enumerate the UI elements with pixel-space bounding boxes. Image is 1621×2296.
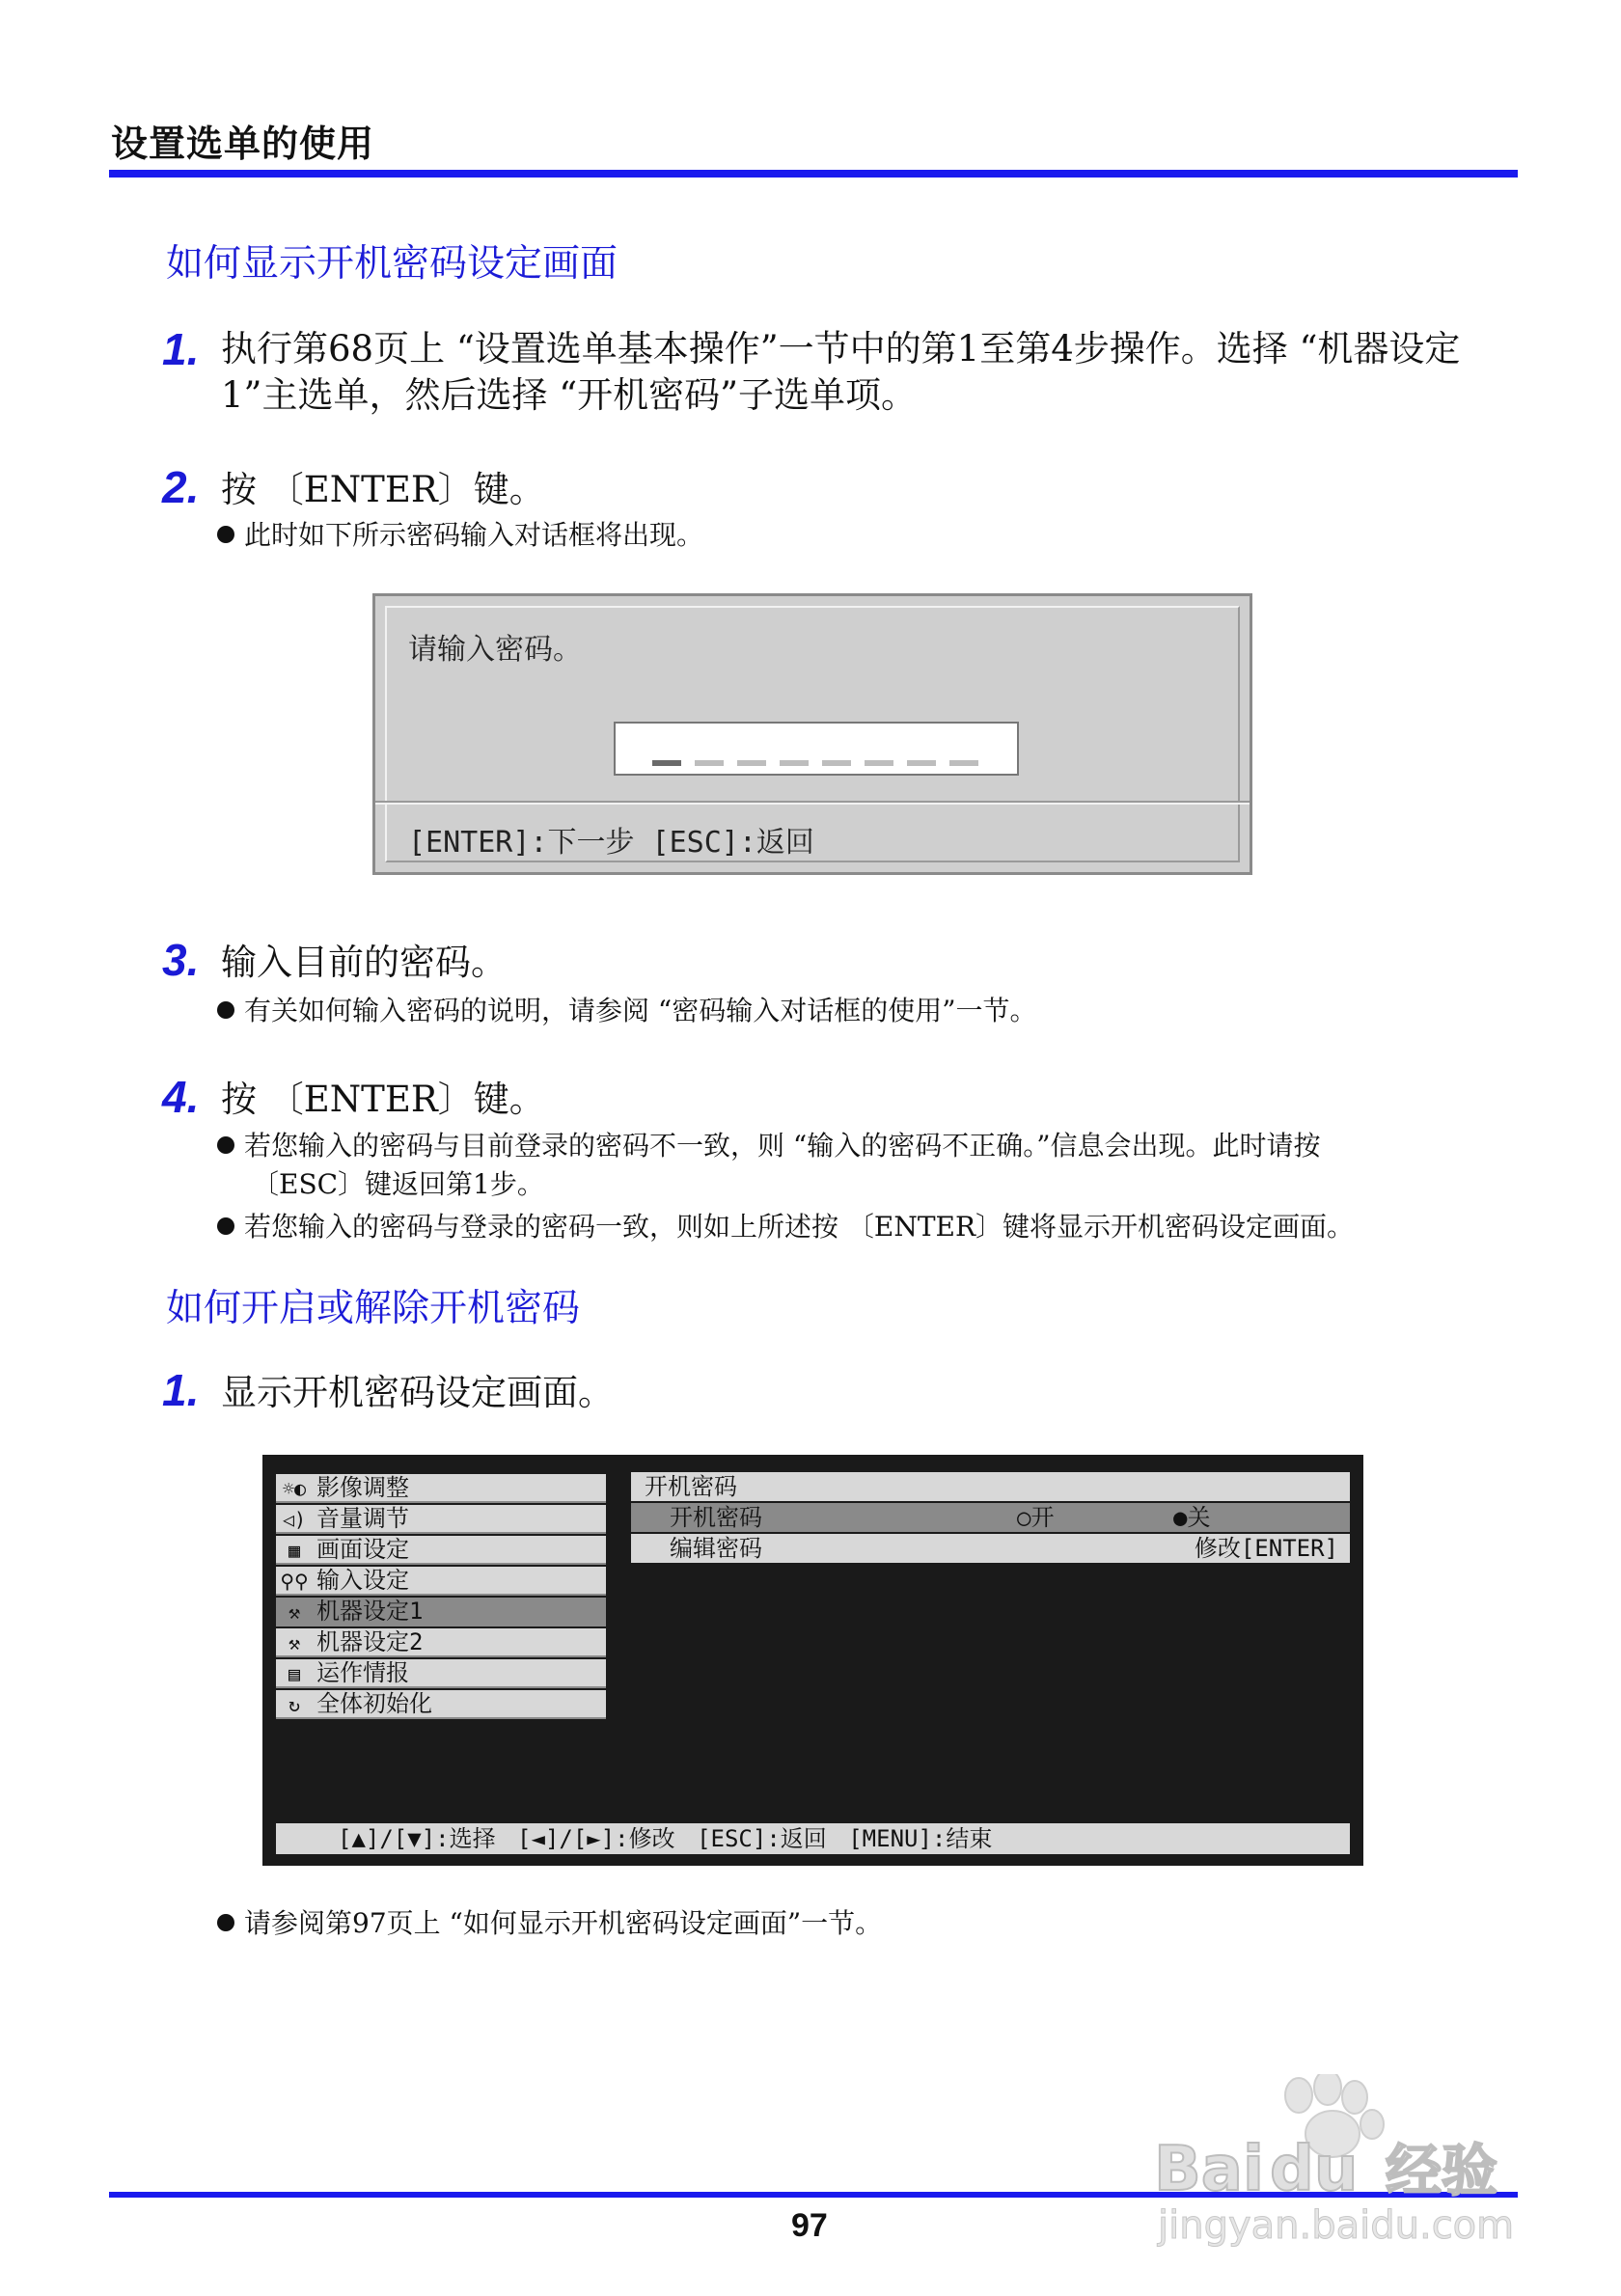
step-text: 按 〔ENTER〕键。	[221, 469, 545, 510]
bullet-item: 若您输入的密码与目前登录的密码不一致，则 “输入的密码不正确。”信息会出现。此时请按 〔ESC〕键返回第1步。	[217, 1127, 1520, 1204]
bullet-dot	[217, 526, 234, 543]
menu-item-screen-settings[interactable]: ▦ 画面设定	[276, 1536, 606, 1565]
page-number: 97	[791, 2207, 828, 2244]
bullet-item: 有关如何输入密码的说明，请参阅 “密码输入对话框的使用”一节。	[217, 992, 1520, 1030]
step-number: 1.	[162, 324, 200, 374]
input-icon: ⚲⚲	[280, 1570, 309, 1593]
password-input[interactable]	[614, 722, 1019, 776]
step-number: 4.	[162, 1072, 200, 1122]
watermark-url: jingyan.baidu.com	[1158, 2203, 1515, 2248]
bullet-dot	[217, 1136, 234, 1154]
watermark-brand-2: du	[1270, 2134, 1359, 2205]
password-slot	[865, 760, 893, 766]
menu-item-device-settings-2[interactable]: ⚒ 机器设定2	[276, 1628, 606, 1657]
dialog-divider	[375, 801, 1250, 805]
password-slot	[695, 760, 724, 766]
menu-item-volume[interactable]: ◁) 音量调节	[276, 1505, 606, 1534]
header-rule	[109, 170, 1518, 178]
section-title-show-password-screen: 如何显示开机密码设定画面	[166, 242, 618, 286]
dialog-key-hints: [ENTER]:下一步 [ESC]:返回	[408, 826, 814, 860]
bullet-dot	[217, 1001, 234, 1019]
setup-menu-screen	[262, 1455, 1363, 1866]
reset-icon: ↻	[288, 1693, 301, 1716]
submenu-row-edit-password[interactable]: 编辑密码 修改[ENTER]	[631, 1534, 1350, 1563]
password-slot	[780, 760, 809, 766]
menu-item-operation-info[interactable]: ▤ 运作情报	[276, 1659, 606, 1688]
baidu-watermark-logo	[1154, 2074, 1540, 2248]
bullet-item: 请参阅第97页上 “如何显示开机密码设定画面”一节。	[217, 1904, 1520, 1943]
page-header-title: 设置选单的使用	[111, 123, 375, 165]
bullet-dot	[217, 1217, 234, 1235]
password-cursor	[652, 760, 681, 766]
password-slot	[949, 760, 978, 766]
option-off[interactable]: ●关	[1173, 1504, 1211, 1531]
password-slot	[822, 760, 851, 766]
watermark-brand: Bai	[1154, 2134, 1264, 2205]
bullet-dot	[217, 1914, 234, 1931]
menu-item-image-adjust[interactable]: ☼◐ 影像调整	[276, 1474, 606, 1503]
step-text: 输入目前的密码。	[221, 942, 507, 983]
submenu-row-startup-password[interactable]: 开机密码 ○开 ●关	[631, 1503, 1350, 1532]
menu-key-hints: [▲]/[▼]:选择 [◄]/[►]:修改 [ESC]:返回 [MENU]:结束	[276, 1823, 1350, 1854]
password-slot	[907, 760, 936, 766]
tools-icon: ⚒	[288, 1600, 301, 1624]
password-dialog	[372, 593, 1252, 875]
speaker-icon: ◁)	[282, 1508, 307, 1531]
submenu-title: 开机密码	[631, 1472, 1350, 1501]
menu-item-device-settings-1[interactable]: ⚒ 机器设定1	[276, 1598, 606, 1626]
section-title-enable-disable-password: 如何开启或解除开机密码	[166, 1287, 581, 1330]
info-icon: ▤	[288, 1662, 301, 1685]
tools2-icon: ⚒	[288, 1631, 301, 1654]
step-number: 1.	[162, 1365, 200, 1415]
password-prompt: 请输入密码。	[408, 633, 582, 667]
menu-item-reset-all[interactable]: ↻ 全体初始化	[276, 1690, 606, 1719]
option-on[interactable]: ○开	[1017, 1504, 1055, 1531]
menu-item-input-settings[interactable]: ⚲⚲ 输入设定	[276, 1567, 606, 1596]
watermark-suffix: 经验	[1386, 2138, 1498, 2203]
step-text: 执行第68页上 “设置选单基本操作”一节中的第1至第4步操作。选择 “机器设定1”主选单，然后选择 “开机密码”子选单项。	[221, 328, 1461, 416]
password-slot	[737, 760, 766, 766]
step-text: 显示开机密码设定画面。	[221, 1372, 614, 1413]
bullet-item: 若您输入的密码与登录的密码一致，则如上所述按 〔ENTER〕键将显示开机密码设定画面。	[217, 1208, 1520, 1246]
step-number: 3.	[162, 935, 200, 985]
screen-icon: ▦	[288, 1539, 301, 1562]
step-text: 按 〔ENTER〕键。	[221, 1079, 545, 1120]
image-adjust-icon: ☼◐	[282, 1477, 307, 1500]
paw-icon	[1154, 2074, 1540, 2248]
step-number: 2.	[162, 462, 200, 512]
bullet-item: 此时如下所示密码输入对话框将出现。	[217, 516, 1520, 555]
